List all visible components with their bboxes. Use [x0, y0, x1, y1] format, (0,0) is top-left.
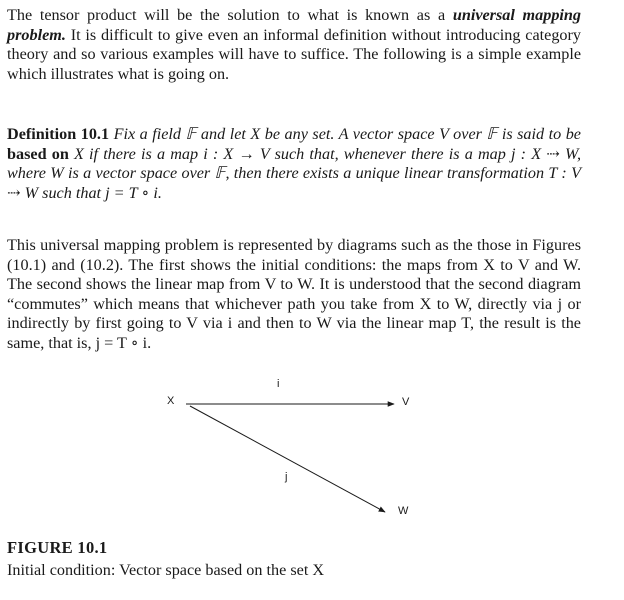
intro-paragraph	[7, 6, 581, 84]
arrow-i-label: i	[277, 378, 280, 390]
definition-text-2: X if there is a map i : X → V such that, whenever there is a map j : X ⇢ W, where W is a vector space over 𝔽, then there exists a unique linear transformation T : V ⇢ W such that j = T ∘ i.	[7, 144, 581, 202]
commutative-diagram	[0, 372, 624, 522]
arrow-j	[190, 406, 385, 512]
intro-text-2: It is difficult to give even an informal definition without introducing category theory and so various examples will have to suffice. The following is a simple example which illustrates what is going on.	[7, 25, 581, 83]
definition-label: Definition 10.1	[7, 125, 110, 143]
body-paragraph: This universal mapping problem is represented by diagrams such as the those in Figures (10.1) and (10.2). The first shows the initial conditions: the maps from X to V and W. The second shows the linear map from V to W. It is understood that the second diagram “commutes” which means that whichever path you take from X to W, directly via j or indirectly by first going to V via i and then to W via the linear map T, the result is the same, that is, j = T ∘ i.	[7, 236, 581, 352]
definition-paragraph	[7, 125, 581, 203]
definition-text-1: Fix a field 𝔽 and let X be any set. A vector space V over 𝔽 is said to be	[109, 125, 581, 143]
figure-label: FIGURE 10.1	[7, 538, 108, 557]
based-on-term: based on	[7, 144, 69, 163]
node-w-label: W	[398, 505, 409, 517]
intro-text-1: The tensor product will be the solution to what is known as a	[7, 6, 453, 24]
figure-caption: Initial condition: Vector space based on the set X	[7, 561, 325, 579]
arrow-j-label: j	[285, 471, 288, 483]
universal-mapping-problem-term: universal mapping problem.	[7, 6, 582, 44]
node-v-label: V	[402, 396, 410, 408]
node-x-label: X	[167, 395, 175, 407]
